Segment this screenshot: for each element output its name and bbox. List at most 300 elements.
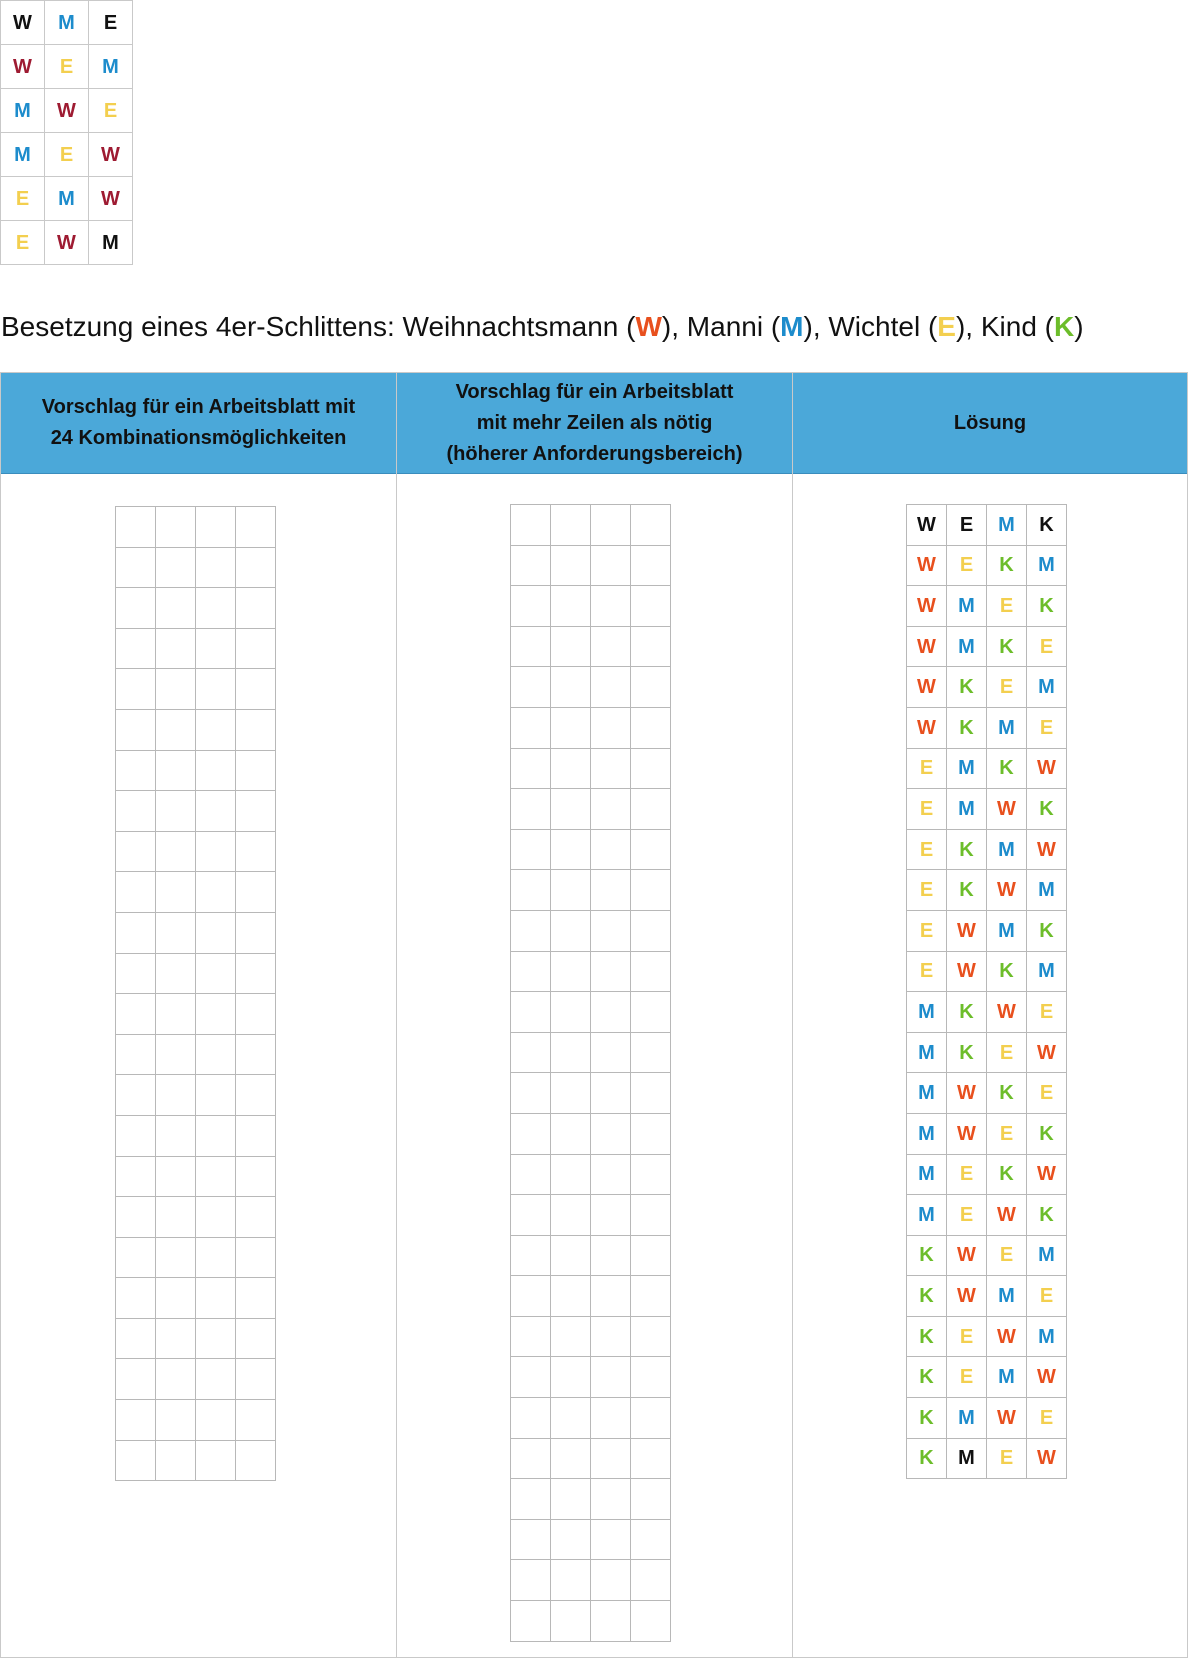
empty-cell: [196, 872, 236, 913]
empty-cell: [591, 1438, 631, 1479]
solution-cell: W: [1027, 829, 1067, 870]
caption-text: ), Manni (: [661, 311, 781, 342]
empty-cell: [591, 1519, 631, 1560]
empty-cell: [116, 1075, 156, 1116]
empty-cell: [551, 545, 591, 586]
solution-cell: K: [947, 667, 987, 708]
worksheet-row: [116, 669, 276, 710]
worksheet-row: [511, 951, 671, 992]
solution-cell: W: [1027, 1438, 1067, 1479]
empty-cell: [116, 953, 156, 994]
solution-cell: W: [1027, 1032, 1067, 1073]
empty-cell: [236, 669, 276, 710]
empty-cell: [116, 791, 156, 832]
empty-cell: [236, 1115, 276, 1156]
solution-cell: E: [907, 748, 947, 789]
empty-cell: [156, 1237, 196, 1278]
solution-grid: [906, 504, 1067, 1479]
column-divider: [792, 373, 793, 1657]
worksheet-row: [511, 1601, 671, 1642]
empty-cell: [591, 1073, 631, 1114]
empty-cell: [236, 791, 276, 832]
worksheet-row: [116, 831, 276, 872]
solution-row: [907, 1316, 1067, 1357]
solution-cell: K: [907, 1276, 947, 1317]
empty-cell: [156, 507, 196, 548]
empty-cell: [591, 1113, 631, 1154]
empty-cell: [196, 547, 236, 588]
worksheet-row: [511, 910, 671, 951]
empty-cell: [116, 507, 156, 548]
empty-cell: [156, 1034, 196, 1075]
empty-cell: [551, 1519, 591, 1560]
worksheet-row: [511, 586, 671, 627]
empty-cell: [156, 588, 196, 629]
solution-cell: E: [987, 1235, 1027, 1276]
empty-cell: [236, 872, 276, 913]
empty-cell: [631, 626, 671, 667]
solution-cell: K: [987, 1073, 1027, 1114]
solution-cell: E: [907, 789, 947, 830]
empty-cell: [236, 1197, 276, 1238]
caption-text: Besetzung eines 4er-Schlittens: Weihnachtsmann (: [1, 311, 636, 342]
letter-cell: W: [45, 221, 89, 265]
empty-cell: [551, 1479, 591, 1520]
solution-cell: E: [907, 951, 947, 992]
solution-cell: M: [1027, 1316, 1067, 1357]
empty-cell: [156, 831, 196, 872]
empty-cell: [511, 1154, 551, 1195]
empty-cell: [631, 1398, 671, 1439]
solution-cell: M: [987, 707, 1027, 748]
empty-cell: [196, 791, 236, 832]
worksheet-row: [511, 545, 671, 586]
empty-cell: [631, 870, 671, 911]
empty-cell: [631, 1438, 671, 1479]
solution-row: [907, 586, 1067, 627]
letter-cell: M: [1, 89, 45, 133]
empty-cell: [116, 872, 156, 913]
empty-cell: [511, 748, 551, 789]
solution-cell: W: [907, 545, 947, 586]
empty-cell: [551, 1398, 591, 1439]
letter-cell: M: [45, 1, 89, 45]
worksheet-table: [0, 372, 1188, 1658]
empty-cell: [551, 1316, 591, 1357]
empty-cell: [156, 1440, 196, 1481]
empty-cell: [156, 994, 196, 1035]
empty-cell: [236, 912, 276, 953]
empty-cell: [631, 1560, 671, 1601]
empty-cell: [511, 1519, 551, 1560]
solution-cell: E: [907, 870, 947, 911]
empty-cell: [511, 505, 551, 546]
empty-cell: [196, 669, 236, 710]
empty-cell: [511, 1235, 551, 1276]
empty-cell: [551, 829, 591, 870]
letter-cell: W: [89, 133, 133, 177]
solution-cell: K: [1027, 1195, 1067, 1236]
empty-cell: [156, 872, 196, 913]
empty-cell: [591, 1357, 631, 1398]
solution-cell: M: [1027, 667, 1067, 708]
empty-cell: [631, 1235, 671, 1276]
empty-cell: [511, 626, 551, 667]
caption-text: ), Wichtel (: [803, 311, 938, 342]
empty-cell: [196, 1156, 236, 1197]
solution-row: [907, 829, 1067, 870]
example-combination-table: [0, 0, 133, 265]
solution-row: [907, 626, 1067, 667]
solution-row: [907, 707, 1067, 748]
solution-row: [907, 667, 1067, 708]
empty-cell: [591, 1398, 631, 1439]
empty-cell: [156, 912, 196, 953]
solution-row: [907, 1154, 1067, 1195]
empty-cell: [156, 750, 196, 791]
empty-cell: [551, 1073, 591, 1114]
empty-cell: [156, 791, 196, 832]
solution-cell: K: [947, 707, 987, 748]
empty-cell: [591, 626, 631, 667]
solution-cell: E: [947, 545, 987, 586]
solution-cell: W: [987, 1316, 1027, 1357]
solution-row: [907, 1398, 1067, 1439]
caption: [1, 311, 1186, 343]
empty-cell: [116, 912, 156, 953]
solution-cell: E: [987, 586, 1027, 627]
empty-cell: [551, 626, 591, 667]
solution-cell: M: [987, 910, 1027, 951]
empty-cell: [631, 505, 671, 546]
empty-cell: [236, 547, 276, 588]
empty-cell: [116, 547, 156, 588]
empty-cell: [196, 953, 236, 994]
solution-cell: W: [907, 586, 947, 627]
empty-cell: [116, 750, 156, 791]
caption-letter-k: K: [1054, 311, 1075, 342]
empty-worksheet-grid-28: [510, 504, 671, 1642]
worksheet-row: [511, 870, 671, 911]
solution-cell: E: [1027, 1073, 1067, 1114]
solution-cell: W: [987, 1398, 1027, 1439]
empty-cell: [196, 831, 236, 872]
solution-cell: E: [1027, 1398, 1067, 1439]
solution-cell: W: [1027, 1357, 1067, 1398]
solution-cell: M: [907, 1113, 947, 1154]
empty-cell: [116, 1440, 156, 1481]
letter-cell: W: [89, 177, 133, 221]
solution-cell: M: [907, 1154, 947, 1195]
empty-cell: [196, 994, 236, 1035]
empty-cell: [236, 831, 276, 872]
worksheet-row: [511, 1235, 671, 1276]
empty-cell: [236, 1237, 276, 1278]
solution-row: [907, 1032, 1067, 1073]
solution-cell: K: [987, 748, 1027, 789]
empty-cell: [631, 789, 671, 830]
empty-cell: [631, 910, 671, 951]
empty-cell: [236, 1400, 276, 1441]
empty-cell: [591, 1479, 631, 1520]
empty-cell: [551, 1195, 591, 1236]
header-worksheet-24: Vorschlag für ein Arbeitsblatt mit 24 Kombinationsmöglichkeiten: [41, 396, 356, 449]
solution-row: [907, 505, 1067, 546]
empty-cell: [551, 667, 591, 708]
empty-cell: [116, 994, 156, 1035]
solution-cell: M: [1027, 870, 1067, 911]
worksheet-row: [116, 1156, 276, 1197]
empty-cell: [236, 1440, 276, 1481]
empty-cell: [236, 1075, 276, 1116]
empty-cell: [631, 1357, 671, 1398]
worksheet-row: [116, 507, 276, 548]
empty-cell: [631, 1032, 671, 1073]
empty-cell: [551, 1560, 591, 1601]
empty-cell: [196, 628, 236, 669]
empty-cell: [236, 1034, 276, 1075]
empty-cell: [156, 1278, 196, 1319]
empty-cell: [236, 1359, 276, 1400]
empty-cell: [156, 709, 196, 750]
empty-cell: [511, 951, 551, 992]
worksheet-row: [116, 1440, 276, 1481]
solution-row: [907, 789, 1067, 830]
worksheet-row: [511, 505, 671, 546]
empty-cell: [236, 1278, 276, 1319]
solution-cell: M: [907, 1195, 947, 1236]
solution-cell: E: [1027, 707, 1067, 748]
solution-cell: W: [987, 789, 1027, 830]
solution-cell: E: [1027, 992, 1067, 1033]
letter-cell: E: [45, 133, 89, 177]
worksheet-row: [116, 1359, 276, 1400]
empty-cell: [196, 1278, 236, 1319]
empty-cell: [116, 1156, 156, 1197]
solution-cell: K: [947, 829, 987, 870]
empty-cell: [591, 707, 631, 748]
empty-cell: [156, 628, 196, 669]
empty-cell: [196, 1237, 236, 1278]
empty-cell: [591, 1154, 631, 1195]
worksheet-row: [116, 588, 276, 629]
worksheet-row: [511, 992, 671, 1033]
empty-cell: [591, 992, 631, 1033]
caption-text: ), Kind (: [955, 311, 1054, 342]
caption-letter-e: E: [937, 311, 956, 342]
caption-letter-m: M: [780, 311, 804, 342]
worksheet-row: [116, 953, 276, 994]
empty-cell: [156, 1197, 196, 1238]
empty-cell: [551, 748, 591, 789]
solution-row: [907, 910, 1067, 951]
empty-cell: [156, 1359, 196, 1400]
solution-cell: W: [947, 1113, 987, 1154]
worksheet-row: [511, 1113, 671, 1154]
solution-cell: K: [907, 1235, 947, 1276]
empty-cell: [551, 870, 591, 911]
worksheet-row: [116, 1034, 276, 1075]
solution-cell: K: [1027, 586, 1067, 627]
table-row: [1, 1, 133, 45]
empty-cell: [196, 1115, 236, 1156]
solution-cell: W: [1027, 1154, 1067, 1195]
empty-cell: [631, 707, 671, 748]
solution-row: [907, 748, 1067, 789]
solution-cell: E: [947, 1357, 987, 1398]
letter-cell: W: [1, 1, 45, 45]
empty-cell: [196, 1034, 236, 1075]
solution-cell: K: [1027, 505, 1067, 546]
solution-cell: E: [987, 1438, 1027, 1479]
empty-cell: [116, 1359, 156, 1400]
empty-cell: [511, 545, 551, 586]
solution-cell: K: [947, 870, 987, 911]
empty-cell: [156, 1115, 196, 1156]
empty-cell: [196, 588, 236, 629]
empty-cell: [511, 910, 551, 951]
solution-cell: K: [1027, 1113, 1067, 1154]
table-row: [1, 177, 133, 221]
solution-cell: E: [947, 1316, 987, 1357]
letter-cell: W: [1, 45, 45, 89]
empty-cell: [551, 789, 591, 830]
solution-row: [907, 951, 1067, 992]
empty-cell: [156, 1156, 196, 1197]
worksheet-row: [511, 1276, 671, 1317]
worksheet-row: [511, 626, 671, 667]
worksheet-row: [511, 1032, 671, 1073]
solution-row: [907, 870, 1067, 911]
solution-cell: M: [987, 505, 1027, 546]
empty-cell: [631, 667, 671, 708]
empty-cell: [551, 1154, 591, 1195]
solution-cell: K: [1027, 789, 1067, 830]
empty-cell: [591, 1560, 631, 1601]
empty-cell: [511, 1316, 551, 1357]
empty-cell: [551, 910, 591, 951]
empty-cell: [116, 1197, 156, 1238]
solution-cell: W: [947, 1235, 987, 1276]
empty-cell: [236, 953, 276, 994]
empty-cell: [511, 829, 551, 870]
worksheet-row: [511, 1398, 671, 1439]
solution-cell: W: [907, 667, 947, 708]
empty-cell: [631, 829, 671, 870]
caption-text: ): [1074, 311, 1084, 342]
empty-cell: [511, 1113, 551, 1154]
empty-cell: [116, 831, 156, 872]
empty-cell: [196, 507, 236, 548]
letter-cell: M: [45, 177, 89, 221]
empty-cell: [631, 1479, 671, 1520]
empty-cell: [156, 547, 196, 588]
solution-cell: E: [907, 910, 947, 951]
empty-cell: [116, 1237, 156, 1278]
solution-row: [907, 1357, 1067, 1398]
solution-cell: W: [947, 1276, 987, 1317]
empty-cell: [511, 992, 551, 1033]
solution-cell: E: [987, 1113, 1027, 1154]
worksheet-row: [511, 1154, 671, 1195]
solution-cell: K: [987, 545, 1027, 586]
empty-cell: [591, 789, 631, 830]
solution-cell: W: [987, 992, 1027, 1033]
solution-cell: M: [907, 1032, 947, 1073]
solution-cell: W: [987, 1195, 1027, 1236]
empty-cell: [631, 545, 671, 586]
worksheet-row: [511, 1479, 671, 1520]
empty-cell: [591, 1316, 631, 1357]
solution-cell: M: [907, 1073, 947, 1114]
worksheet-row: [511, 829, 671, 870]
letter-cell: E: [1, 221, 45, 265]
solution-cell: E: [1027, 626, 1067, 667]
empty-cell: [196, 912, 236, 953]
empty-cell: [156, 1318, 196, 1359]
empty-cell: [631, 1316, 671, 1357]
empty-cell: [591, 586, 631, 627]
solution-cell: E: [947, 1195, 987, 1236]
empty-cell: [631, 586, 671, 627]
empty-cell: [591, 1032, 631, 1073]
empty-cell: [591, 667, 631, 708]
empty-cell: [236, 588, 276, 629]
empty-cell: [591, 1276, 631, 1317]
empty-cell: [196, 1318, 236, 1359]
solution-cell: E: [907, 829, 947, 870]
empty-cell: [511, 789, 551, 830]
worksheet-row: [511, 1519, 671, 1560]
empty-cell: [116, 709, 156, 750]
empty-cell: [591, 910, 631, 951]
table-row: [1, 133, 133, 177]
empty-cell: [631, 1073, 671, 1114]
solution-cell: M: [987, 1357, 1027, 1398]
empty-cell: [591, 545, 631, 586]
empty-cell: [551, 1235, 591, 1276]
empty-cell: [631, 1519, 671, 1560]
solution-cell: W: [947, 951, 987, 992]
header-solution: Lösung: [953, 411, 1027, 434]
empty-cell: [591, 1195, 631, 1236]
empty-cell: [591, 505, 631, 546]
empty-cell: [591, 748, 631, 789]
worksheet-row: [511, 1560, 671, 1601]
empty-cell: [511, 1601, 551, 1642]
empty-cell: [511, 1560, 551, 1601]
solution-cell: E: [987, 667, 1027, 708]
letter-cell: M: [89, 45, 133, 89]
solution-cell: M: [987, 829, 1027, 870]
empty-cell: [116, 628, 156, 669]
empty-cell: [196, 1359, 236, 1400]
solution-cell: M: [1027, 951, 1067, 992]
empty-cell: [631, 748, 671, 789]
empty-cell: [196, 709, 236, 750]
solution-cell: M: [947, 748, 987, 789]
worksheet-row: [116, 872, 276, 913]
solution-cell: M: [947, 1438, 987, 1479]
empty-cell: [631, 1276, 671, 1317]
worksheet-row: [116, 1197, 276, 1238]
solution-cell: M: [1027, 545, 1067, 586]
worksheet-row: [116, 994, 276, 1035]
worksheet-row: [116, 709, 276, 750]
table-row: [1, 221, 133, 265]
solution-cell: W: [1027, 748, 1067, 789]
empty-cell: [236, 709, 276, 750]
